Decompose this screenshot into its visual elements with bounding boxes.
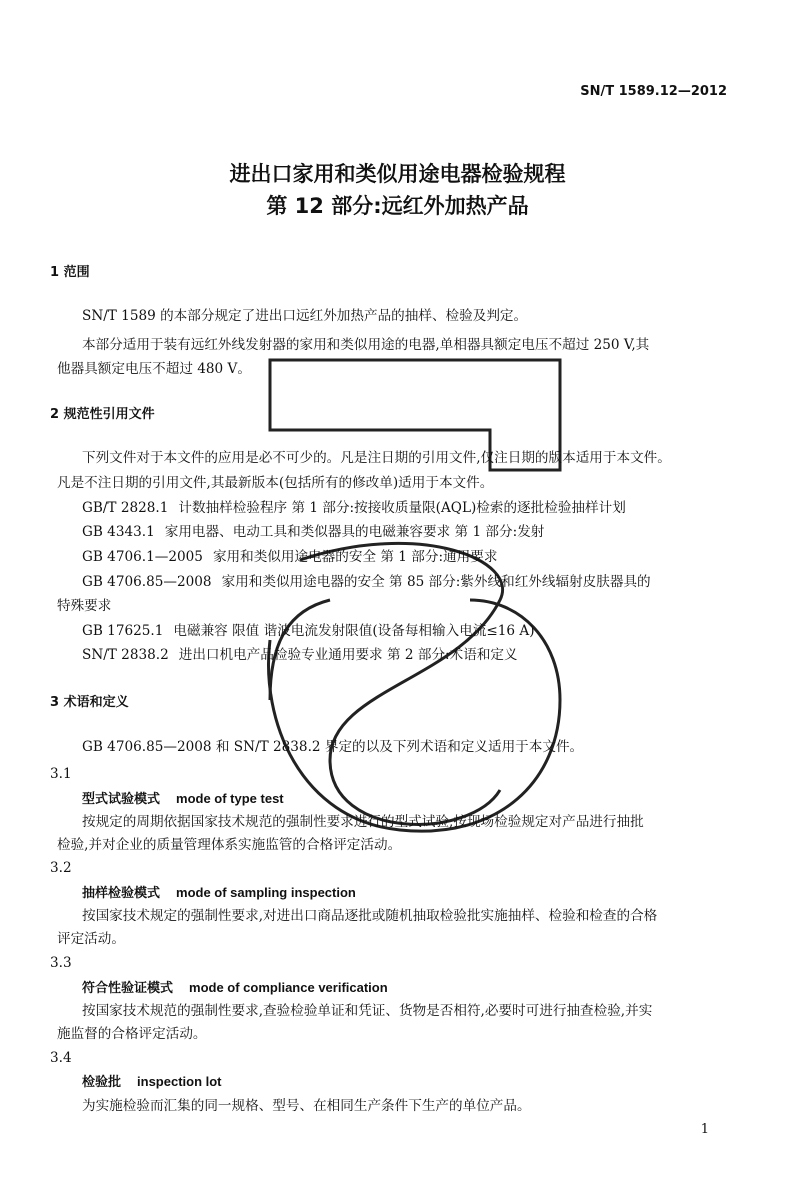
section-1-paragraph-2-line-b: 他器具额定电压不超过 480 V。 xyxy=(57,361,251,377)
document-title-line2: 第 12 部分:远红外加热产品 xyxy=(266,194,529,218)
reference-item xyxy=(82,499,626,517)
term-english: mode of sampling inspection xyxy=(176,885,356,900)
reference-title: 特殊要求 xyxy=(57,598,112,614)
reference-code: GB 4706.85—2008 xyxy=(82,574,212,590)
reference-title: 家用和类似用途电器的安全 第 1 部分:通用要求 xyxy=(212,549,498,565)
term-heading xyxy=(82,884,356,903)
term-chinese: 符合性验证模式 xyxy=(82,981,174,996)
section-2-paragraph-line-b: 凡是不注日期的引用文件,其最新版本(包括所有的修改单)适用于本文件。 xyxy=(57,475,494,491)
reference-item xyxy=(82,622,535,640)
section-3-heading: 3 术语和定义 xyxy=(50,695,129,710)
section-1-paragraph-1: SN/T 1589 的本部分规定了进出口远红外加热产品的抽样、检验及判定。 xyxy=(82,308,528,324)
term-english: mode of compliance verification xyxy=(189,980,388,995)
term-definition-line-a: 为实施检验而汇集的同一规格、型号、在相同生产条件下生产的单位产品。 xyxy=(82,1098,531,1114)
term-number: 3.3 xyxy=(50,955,72,971)
reference-title: 家用和类似用途电器的安全 第 85 部分:紫外线和红外线辐射皮肤器具的 xyxy=(221,574,651,590)
reference-title: 电磁兼容 限值 谐波电流发射限值(设备每相输入电流≤16 A) xyxy=(173,623,535,639)
term-definition-line-b: 施监督的合格评定活动。 xyxy=(57,1026,207,1042)
reference-code: GB 17625.1 xyxy=(82,623,164,639)
page-number: 1 xyxy=(700,1122,709,1137)
term-heading xyxy=(82,979,388,998)
term-english: mode of type test xyxy=(176,791,284,806)
reference-title: 计数抽样检验程序 第 1 部分:按接收质量限(AQL)检索的逐批检验抽样计划 xyxy=(178,500,626,516)
reference-code: GB 4343.1 xyxy=(82,524,155,540)
term-chinese: 型式试验模式 xyxy=(82,792,161,807)
term-number: 3.4 xyxy=(50,1050,72,1066)
reference-item xyxy=(82,523,544,541)
term-chinese: 检验批 xyxy=(82,1075,122,1090)
term-number: 3.1 xyxy=(50,766,72,782)
term-definition-line-a: 按国家技术规范的强制性要求,查验检验单证和凭证、货物是否相符,必要时可进行抽查检验,并实 xyxy=(82,1003,653,1019)
document-title-line1: 进出口家用和类似用途电器检验规程 xyxy=(229,162,566,186)
reference-item xyxy=(82,573,651,591)
reference-code: SN/T 2838.2 xyxy=(82,647,169,663)
reference-title: 进出口机电产品检验专业通用要求 第 2 部分:术语和定义 xyxy=(178,647,518,663)
term-definition-line-a: 按规定的周期依据国家技术规范的强制性要求进行的型式试验,按现场检验规定对产品进行抽批 xyxy=(82,814,644,830)
term-definition-line-b: 评定活动。 xyxy=(57,931,125,947)
section-2-paragraph-line-a: 下列文件对于本文件的应用是必不可少的。凡是注日期的引用文件,仅注日期的版本适用于本文件。 xyxy=(82,450,671,466)
reference-code: GB 4706.1—2005 xyxy=(82,549,203,565)
section-1-paragraph-2-line-a: 本部分适用于装有远红外线发射器的家用和类似用途的电器,单相器具额定电压不超过 250 V,其 xyxy=(82,337,650,353)
section-3-intro: GB 4706.85—2008 和 SN/T 2838.2 界定的以及下列术语和定义适用于本文件。 xyxy=(82,739,584,755)
term-number: 3.2 xyxy=(50,860,72,876)
reference-title: 家用电器、电动工具和类似器具的电磁兼容要求 第 1 部分:发射 xyxy=(164,524,545,540)
term-english: inspection lot xyxy=(137,1074,222,1089)
section-2-heading: 2 规范性引用文件 xyxy=(50,407,155,422)
reference-item xyxy=(82,548,497,566)
term-definition-line-b: 检验,并对企业的质量管理体系实施监管的合格评定活动。 xyxy=(57,837,402,853)
term-definition-line-a: 按国家技术规定的强制性要求,对进出口商品逐批或随机抽取检验批实施抽样、检验和检查的合格 xyxy=(82,908,658,924)
term-heading xyxy=(82,1073,222,1092)
reference-item-continuation xyxy=(57,597,111,615)
term-heading xyxy=(82,790,284,809)
reference-item xyxy=(82,646,518,664)
section-1-heading: 1 范围 xyxy=(50,265,90,280)
standard-code: SN/T 1589.12—2012 xyxy=(580,84,727,99)
reference-code: GB/T 2828.1 xyxy=(82,500,169,516)
term-chinese: 抽样检验模式 xyxy=(82,886,161,901)
